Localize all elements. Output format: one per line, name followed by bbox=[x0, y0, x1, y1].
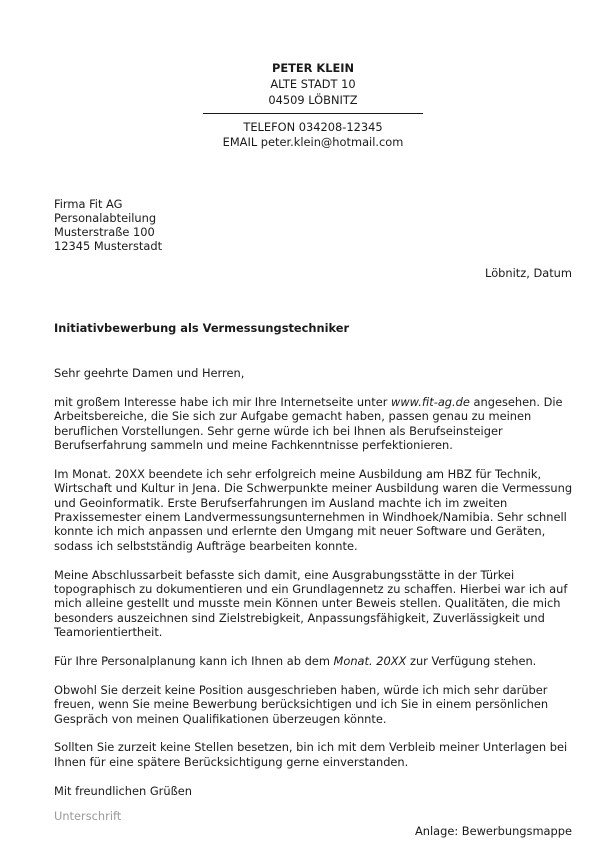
sender-name: PETER KLEIN bbox=[271, 61, 355, 75]
paragraph-interest bbox=[54, 395, 584, 453]
website-link[interactable]: www.fit-ag.de bbox=[391, 394, 470, 409]
sender-email: EMAIL peter.klein@hotmail.com bbox=[222, 135, 404, 149]
sender-phone: TELEFON 034208-12345 bbox=[243, 120, 383, 134]
sender-street: ALTE STADT 10 bbox=[270, 77, 356, 91]
letter-subject: Initiativbewerbung als Vermessungstechniker bbox=[54, 321, 350, 335]
sender-city: 04509 LÖBNITZ bbox=[268, 93, 358, 107]
recipient-department: Personalabteilung bbox=[54, 211, 157, 225]
availability-text-2: zur Verfügung stehen. bbox=[406, 654, 537, 669]
recipient-street: Musterstraße 100 bbox=[54, 225, 155, 239]
recipient-block bbox=[54, 197, 162, 253]
availability-text-1: Für Ihre Personalplanung kann ich Ihnen ab dem bbox=[54, 654, 334, 669]
header-divider bbox=[203, 113, 423, 114]
paragraph-availability bbox=[54, 654, 584, 668]
paragraph-education: Im Monat. 20XX beendete ich sehr erfolgreich meine Ausbildung am HBZ für Technik, Wirtschaft und Kultur in Jena. Die Schwerpunkte meiner Ausbildung waren die Vermessung und Geoinformatik. Erste Berufserfahrungen im Ausland machte ich im zweiten Praxissemester einem Landvermessungsunternehmen in Windhoek/Namibia. Sehr schnell konnte ich mich anpassen und erlernte den Umgang mit neuer Software und Geräten, sodass ich selbstständig Aufträge bearbeiten konnte. bbox=[54, 466, 573, 553]
salutation: Sehr geehrte Damen und Herren, bbox=[54, 366, 245, 380]
paragraph-interest-text-1: mit großem Interesse habe ich mir Ihre Internetseite unter bbox=[54, 394, 392, 409]
closing: Mit freundlichen Grüßen bbox=[54, 783, 192, 798]
availability-date: Monat. 20XX bbox=[333, 654, 407, 669]
paragraph-thesis: Meine Abschlussarbeit befasste sich damit, eine Ausgrabungsstätte in der Türkei topographisch zu dokumentieren und ein Grundlagennetz zu schaffen. Hierbei war ich auf mich alleine gestellt und musste mein Können unter Beweis stellen. Qualitäten, die mich besonders auszeichnen sind Zielstrebigkeit, Anpassungsfähigkeit, Zuverlässigkeit und Teamorientiertheit. bbox=[54, 567, 568, 640]
contact-block bbox=[0, 120, 600, 150]
place-date: Löbnitz, Datum bbox=[485, 266, 572, 280]
recipient-city: 12345 Musterstadt bbox=[54, 239, 163, 253]
sender-block bbox=[0, 60, 600, 108]
paragraph-interest-text-2: angesehen. Die Arbeitsbereiche, die Sie sich zur Aufgabe gemacht haben, passen genau zu meinen beruflichen Vorstellungen. Sehr gerne würde ich bei Ihnen als Berufseinsteiger Berufserfahrung sammeln und meine Fachkenntnisse perfektionieren. bbox=[54, 394, 563, 453]
letter-body bbox=[54, 366, 584, 812]
recipient-company: Firma Fit AG bbox=[54, 197, 123, 211]
paragraph-documents: Sollten Sie zurzeit keine Stellen besetzen, bin ich mit dem Verbleib meiner Unterlagen bei Ihnen für eine spätere Berücksichtigung gerne einverstanden. bbox=[54, 740, 568, 769]
attachment-note: Anlage: Bewerbungsmappe bbox=[414, 824, 572, 838]
paragraph-interview: Obwohl Sie derzeit keine Position ausgeschrieben haben, würde ich mich sehr darüber freuen, wenn Sie meine Bewerbung berücksichtigen und ich Sie in einem persönlichen Gespräch von meinen Qualifikationen überzeugen könnte. bbox=[54, 682, 549, 726]
signature-placeholder: Unterschrift bbox=[54, 809, 122, 823]
